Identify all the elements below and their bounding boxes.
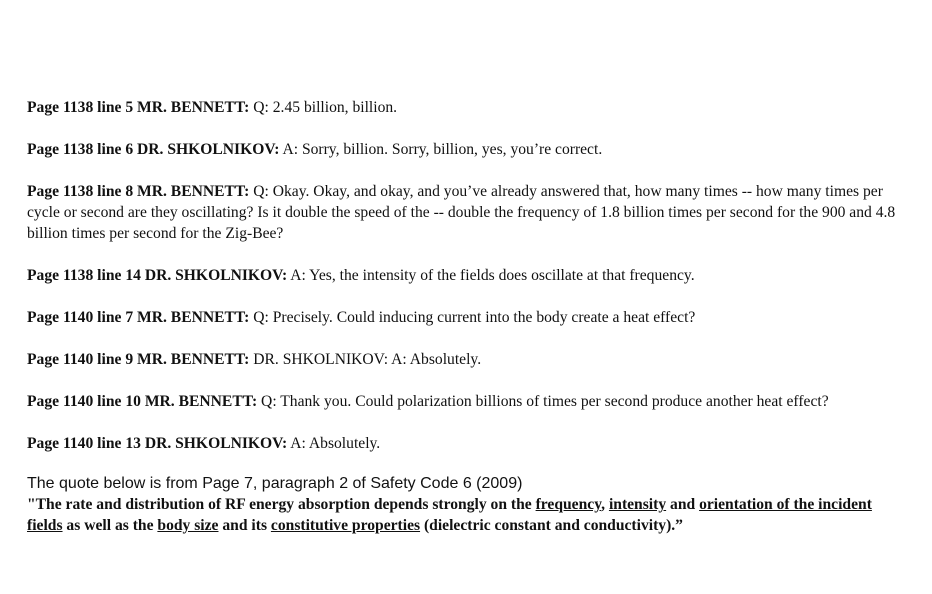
entry-text: Q: Precisely. Could inducing current into the body create a heat effect? (249, 309, 696, 326)
quote-text: (dielectric constant and conductivity).” (420, 517, 683, 534)
quote-text: and (666, 496, 700, 513)
transcript-entry (27, 265, 907, 286)
quote-emphasis: intensity (608, 496, 667, 513)
quote-intro: The quote below is from Page 7, paragraph 2 of Safety Code 6 (2009) (27, 475, 523, 492)
quote-text: and its (218, 517, 271, 534)
entry-text: DR. SHKOLNIKOV: A: Absolutely. (249, 351, 482, 368)
entry-text: Q: Okay. Okay, and okay, and you’ve already answered that, how many times -- how many times per cycle or second are they oscillating? Is it double the speed of the -- double the frequency of 1.8 billion times per second for the 900 and 4.8 billion times per second for the Zig-Bee? (27, 183, 896, 242)
quote-emphasis: orientation of the incident fields (27, 496, 872, 534)
entry-reference: Page 1138 line 14 DR. SHKOLNIKOV: (27, 267, 288, 284)
transcript-entry (27, 433, 907, 454)
entry-text: Q: 2.45 billion, billion. (249, 99, 398, 116)
quote-text: as well as the (62, 517, 158, 534)
transcript-entry (27, 139, 907, 160)
entry-reference: Page 1140 line 13 DR. SHKOLNIKOV: (27, 435, 288, 452)
entry-reference: Page 1140 line 10 MR. BENNETT: (27, 393, 258, 410)
entry-text: A: Sorry, billion. Sorry, billion, yes, you’re correct. (279, 141, 603, 158)
entry-text: A: Yes, the intensity of the fields does oscillate at that frequency. (287, 267, 695, 284)
entry-reference: Page 1138 line 5 MR. BENNETT: (27, 99, 250, 116)
quote-text: "The rate and distribution of RF energy absorption depends strongly on the (27, 496, 536, 513)
safety-code-quote (27, 494, 907, 536)
transcript-entry (27, 349, 907, 370)
quote-emphasis: body size (157, 517, 219, 534)
entry-reference: Page 1140 line 7 MR. BENNETT: (27, 309, 250, 326)
quote-emphasis: constitutive properties (270, 517, 421, 534)
transcript-entry (27, 181, 907, 244)
entry-text: A: Absolutely. (287, 435, 381, 452)
entry-text: Q: Thank you. Could polarization billions of times per second produce another heat effect? (257, 393, 829, 410)
entry-reference: Page 1140 line 9 MR. BENNETT: (27, 351, 250, 368)
entry-reference: Page 1138 line 8 MR. BENNETT: (27, 183, 250, 200)
transcript-entry (27, 307, 907, 328)
transcript-entry (27, 391, 907, 412)
quote-text: , (601, 496, 609, 513)
entry-reference: Page 1138 line 6 DR. SHKOLNIKOV: (27, 141, 280, 158)
document-body (27, 97, 907, 536)
transcript-entry (27, 97, 907, 118)
quote-emphasis: frequency (535, 496, 602, 513)
